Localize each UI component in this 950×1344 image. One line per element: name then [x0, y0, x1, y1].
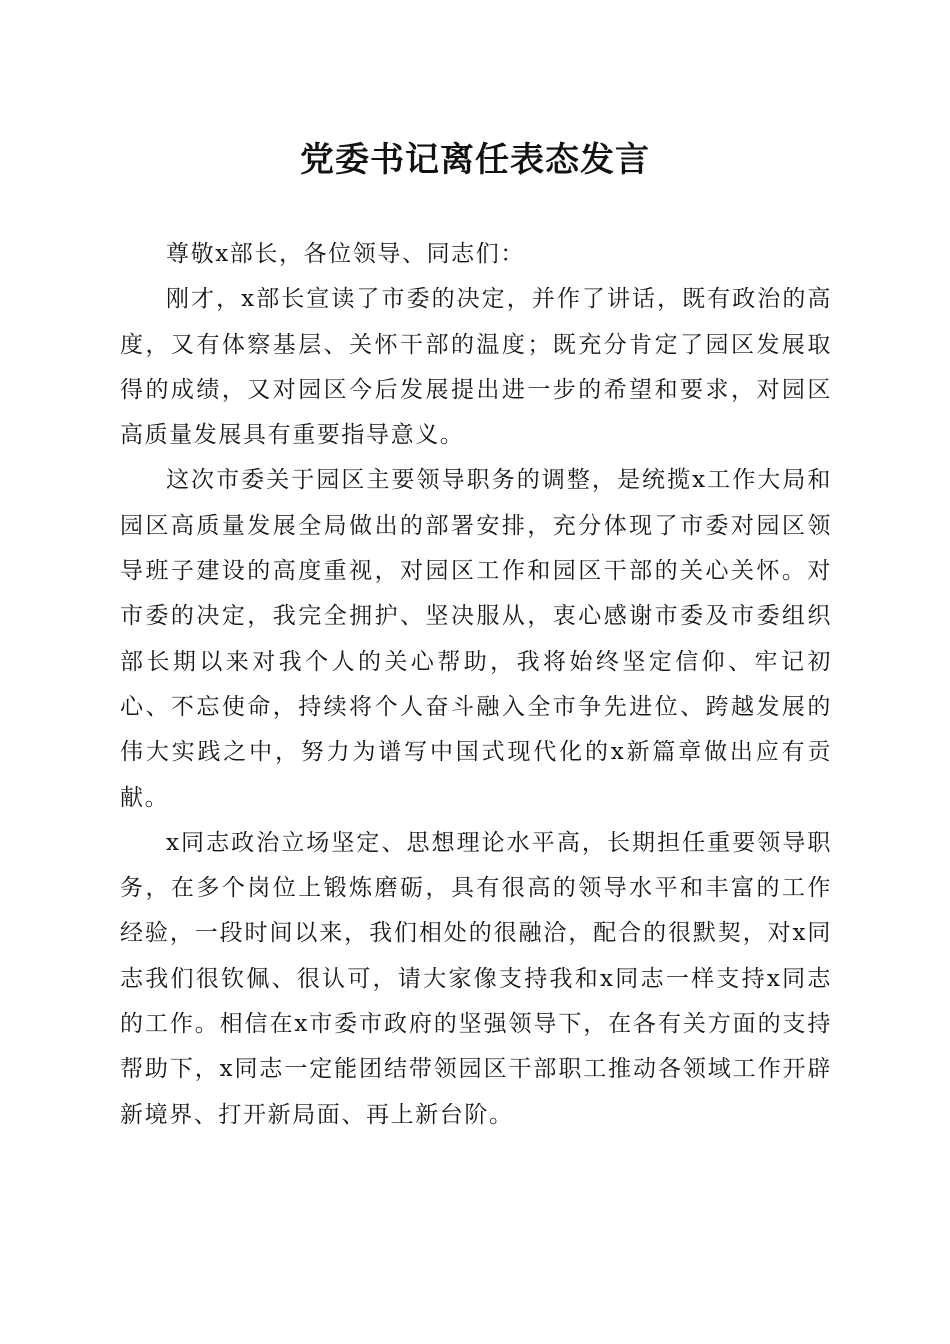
- paragraph-2: 这次市委关于园区主要领导职务的调整，是统揽x工作大局和园区高质量发展全局做出的部署安排，充分体现了市委对园区领导班子建设的高度重视，对园区工作和园区干部的关心关怀。对市委的决定，我完全拥护、坚决服从，衷心感谢市委及市委组织部长期以来对我个人的关心帮助，我将始终坚定信仰、牢记初心、不忘使命，持续将个人奋斗融入全市争先进位、跨越发展的伟大实践之中，努力为谱写中国式现代化的x新篇章做出应有贡献。: [120, 467, 832, 811]
- paragraph-1: 刚才，x部长宣读了市委的决定，并作了讲话，既有政治的高度，又有体察基层、关怀干部的温度；既充分肯定了园区发展取得的成绩，又对园区今后发展提出进一步的希望和要求，对园区高质量发展具有重要指导意义。: [120, 286, 832, 449]
- paragraph-3: x同志政治立场坚定、思想理论水平高，长期担任重要领导职务，在多个岗位上锻炼磨砺，具有很高的领导水平和丰富的工作经验，一段时间以来，我们相处的很融洽，配合的很默契，对x同志我们很钦佩、很认可，请大家像支持我和x同志一样支持x同志的工作。相信在x市委市政府的坚强领导下，在各有关方面的支持帮助下，x同志一定能团结带领园区干部职工推动各领域工作开辟新境界、打开新局面、再上新台阶。: [120, 829, 832, 1128]
- document-body: [120, 232, 832, 1138]
- document-title: 党委书记离任表态发言: [300, 140, 650, 180]
- salutation: 尊敬x部长，各位领导、同志们：: [166, 241, 525, 267]
